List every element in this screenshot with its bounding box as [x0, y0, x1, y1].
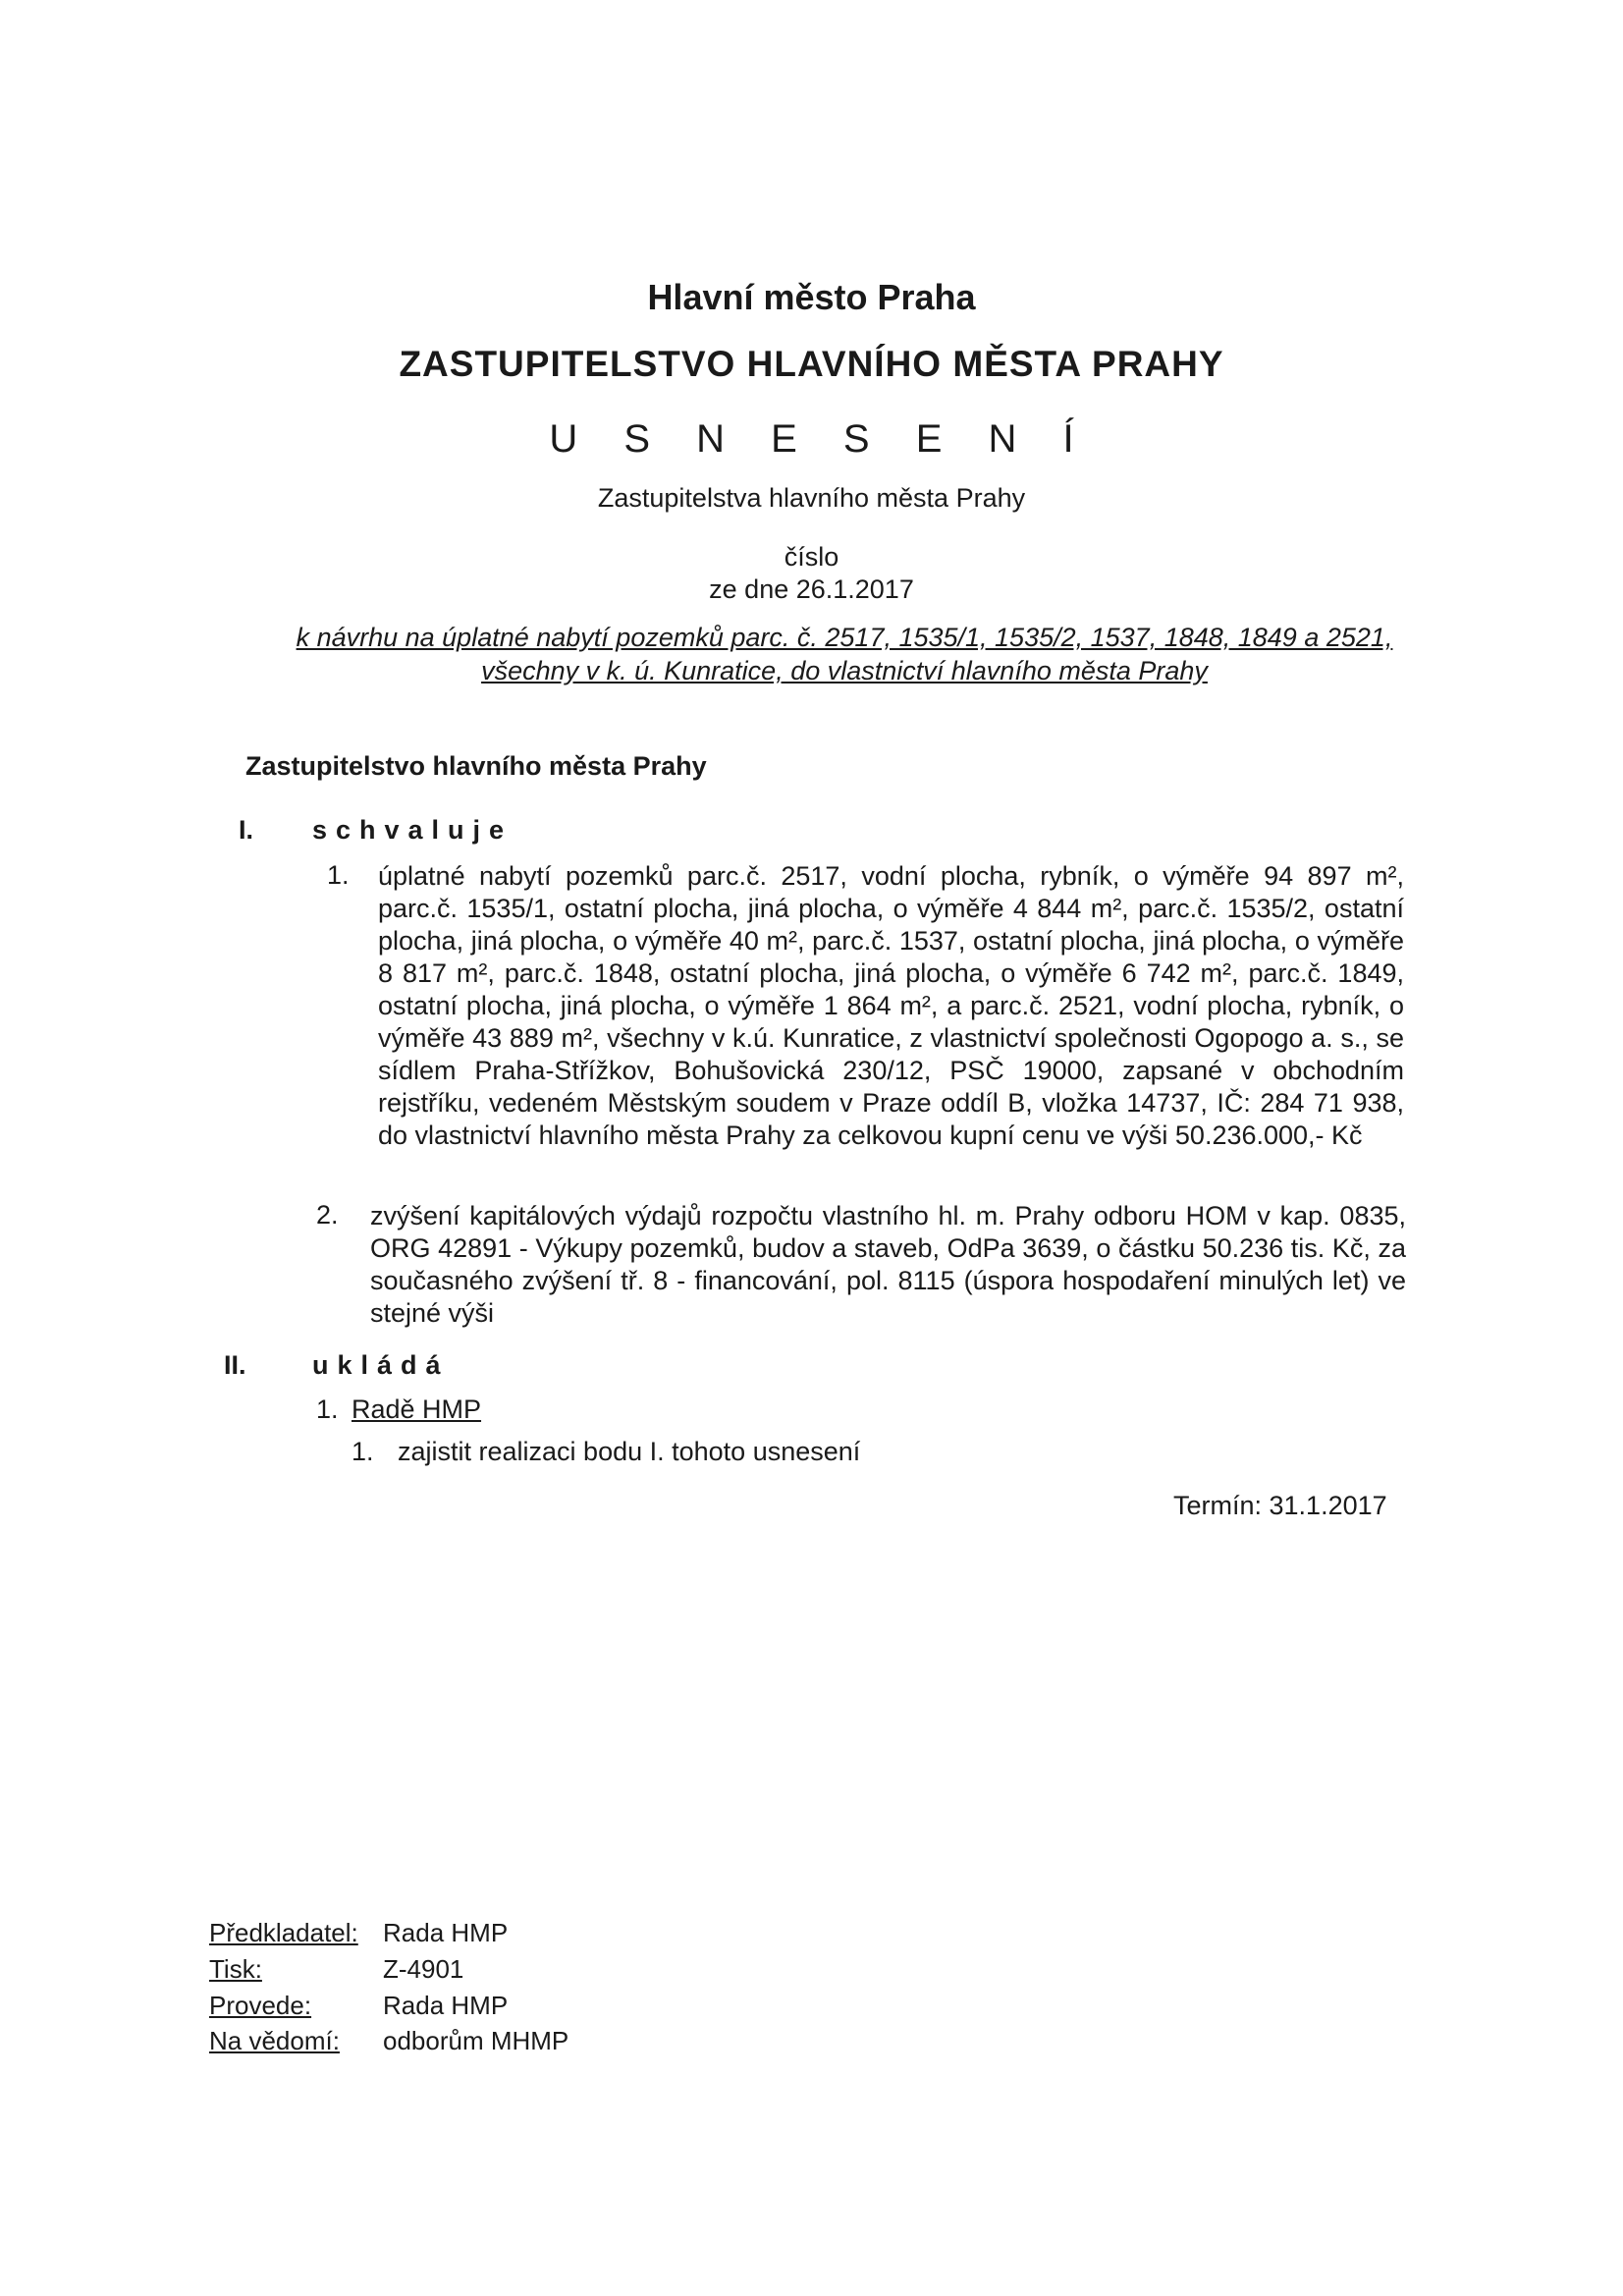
resolution-date: ze dne 26.1.2017: [709, 574, 914, 604]
council-heading: ZASTUPITELSTVO HLAVNÍHO MĚSTA PRAHY: [399, 344, 1224, 384]
item-1-number: 1.: [327, 860, 350, 890]
council-genitive-line: Zastupitelstva hlavního města Prahy: [597, 483, 1026, 513]
footer-label-print: Tisk:: [209, 1954, 262, 1984]
recipient-name: Radě HMP: [352, 1394, 482, 1424]
footer-label-notified: Na vědomí:: [209, 2026, 340, 2055]
footer-value-print: Z-4901: [383, 1954, 464, 1984]
recipient-number: 1.: [316, 1394, 339, 1424]
section-1-title: schvaluje: [312, 815, 514, 845]
item-2-text: zvýšení kapitálových výdajů rozpočtu vlastního hl. m. Prahy odboru HOM v kap. 0835, ORG 42891 - Výkupy pozemků, budov a staveb, OdPa 3639, o částku 50.236 tis. Kč, za současného zvýšení tř. 8 - financování, pol. 8115 (úspora hospodaření minulých let) ve stejné výši: [370, 1201, 1406, 1328]
item-1-text: úplatné nabytí pozemků parc.č. 2517, vodní plocha, rybník, o výměře 94 897 m², parc.č. 1535/1, ostatní plocha, jiná plocha, o výměře 4 844 m², parc.č. 1535/2, ostatní plocha, jiná plocha, o výměře 40 m², parc.č. 1537, ostatní plocha, jiná plocha, o výměře 8 817 m², parc.č. 1848, ostatní plocha, jiná plocha, o výměře 6 742 m², parc.č. 1849, ostatní plocha, jiná plocha, o výměře 1 864 m², a parc.č. 2521, vodní plocha, rybník, o výměře 43 889 m², všechny v k.ú. Kunratice, z vlastnictví společnosti Ogopogo a. s., se sídlem Praha-Střížkov, Bohušovická 230/12, PSČ 19000, zapsané v obchodním rejstříku, vedeném Městským soudem v Praze oddíl B, vložka 14737, IČ: 284 71 938, do vlastnictví hlavního města Prahy za celkovou kupní cenu ve výši 50.236.000,- Kč: [378, 861, 1404, 1150]
council-intro: Zastupitelstvo hlavního města Prahy: [245, 751, 707, 781]
number-label: číslo: [784, 542, 839, 572]
section-2-roman: II.: [224, 1350, 246, 1380]
task-number: 1.: [352, 1437, 374, 1466]
footer-label-executor: Provede:: [209, 1991, 312, 2020]
city-heading: Hlavní město Praha: [647, 277, 976, 317]
footer-label-submitter: Předkladatel:: [209, 1918, 358, 1947]
document-type-heading: U S N E S E N Í: [549, 417, 1092, 461]
section-2-title: ukládá: [312, 1350, 450, 1380]
footer-value-submitter: Rada HMP: [383, 1918, 509, 1947]
resolution-subject: k návrhu na úplatné nabytí pozemků parc. č. 2517, 1535/1, 1535/2, 1537, 1848, 1849 a 2521, všechny v k. ú. Kunratice, do vlastnictví hlavního města Prahy: [296, 623, 1393, 685]
task-text: zajistit realizaci bodu I. tohoto usnesení: [398, 1437, 861, 1466]
section-1-roman: I.: [239, 815, 254, 845]
footer-value-executor: Rada HMP: [383, 1991, 509, 2020]
item-2-number: 2.: [316, 1200, 339, 1230]
deadline: Termín: 31.1.2017: [1173, 1491, 1387, 1520]
footer-value-notified: odborům MHMP: [383, 2026, 569, 2055]
